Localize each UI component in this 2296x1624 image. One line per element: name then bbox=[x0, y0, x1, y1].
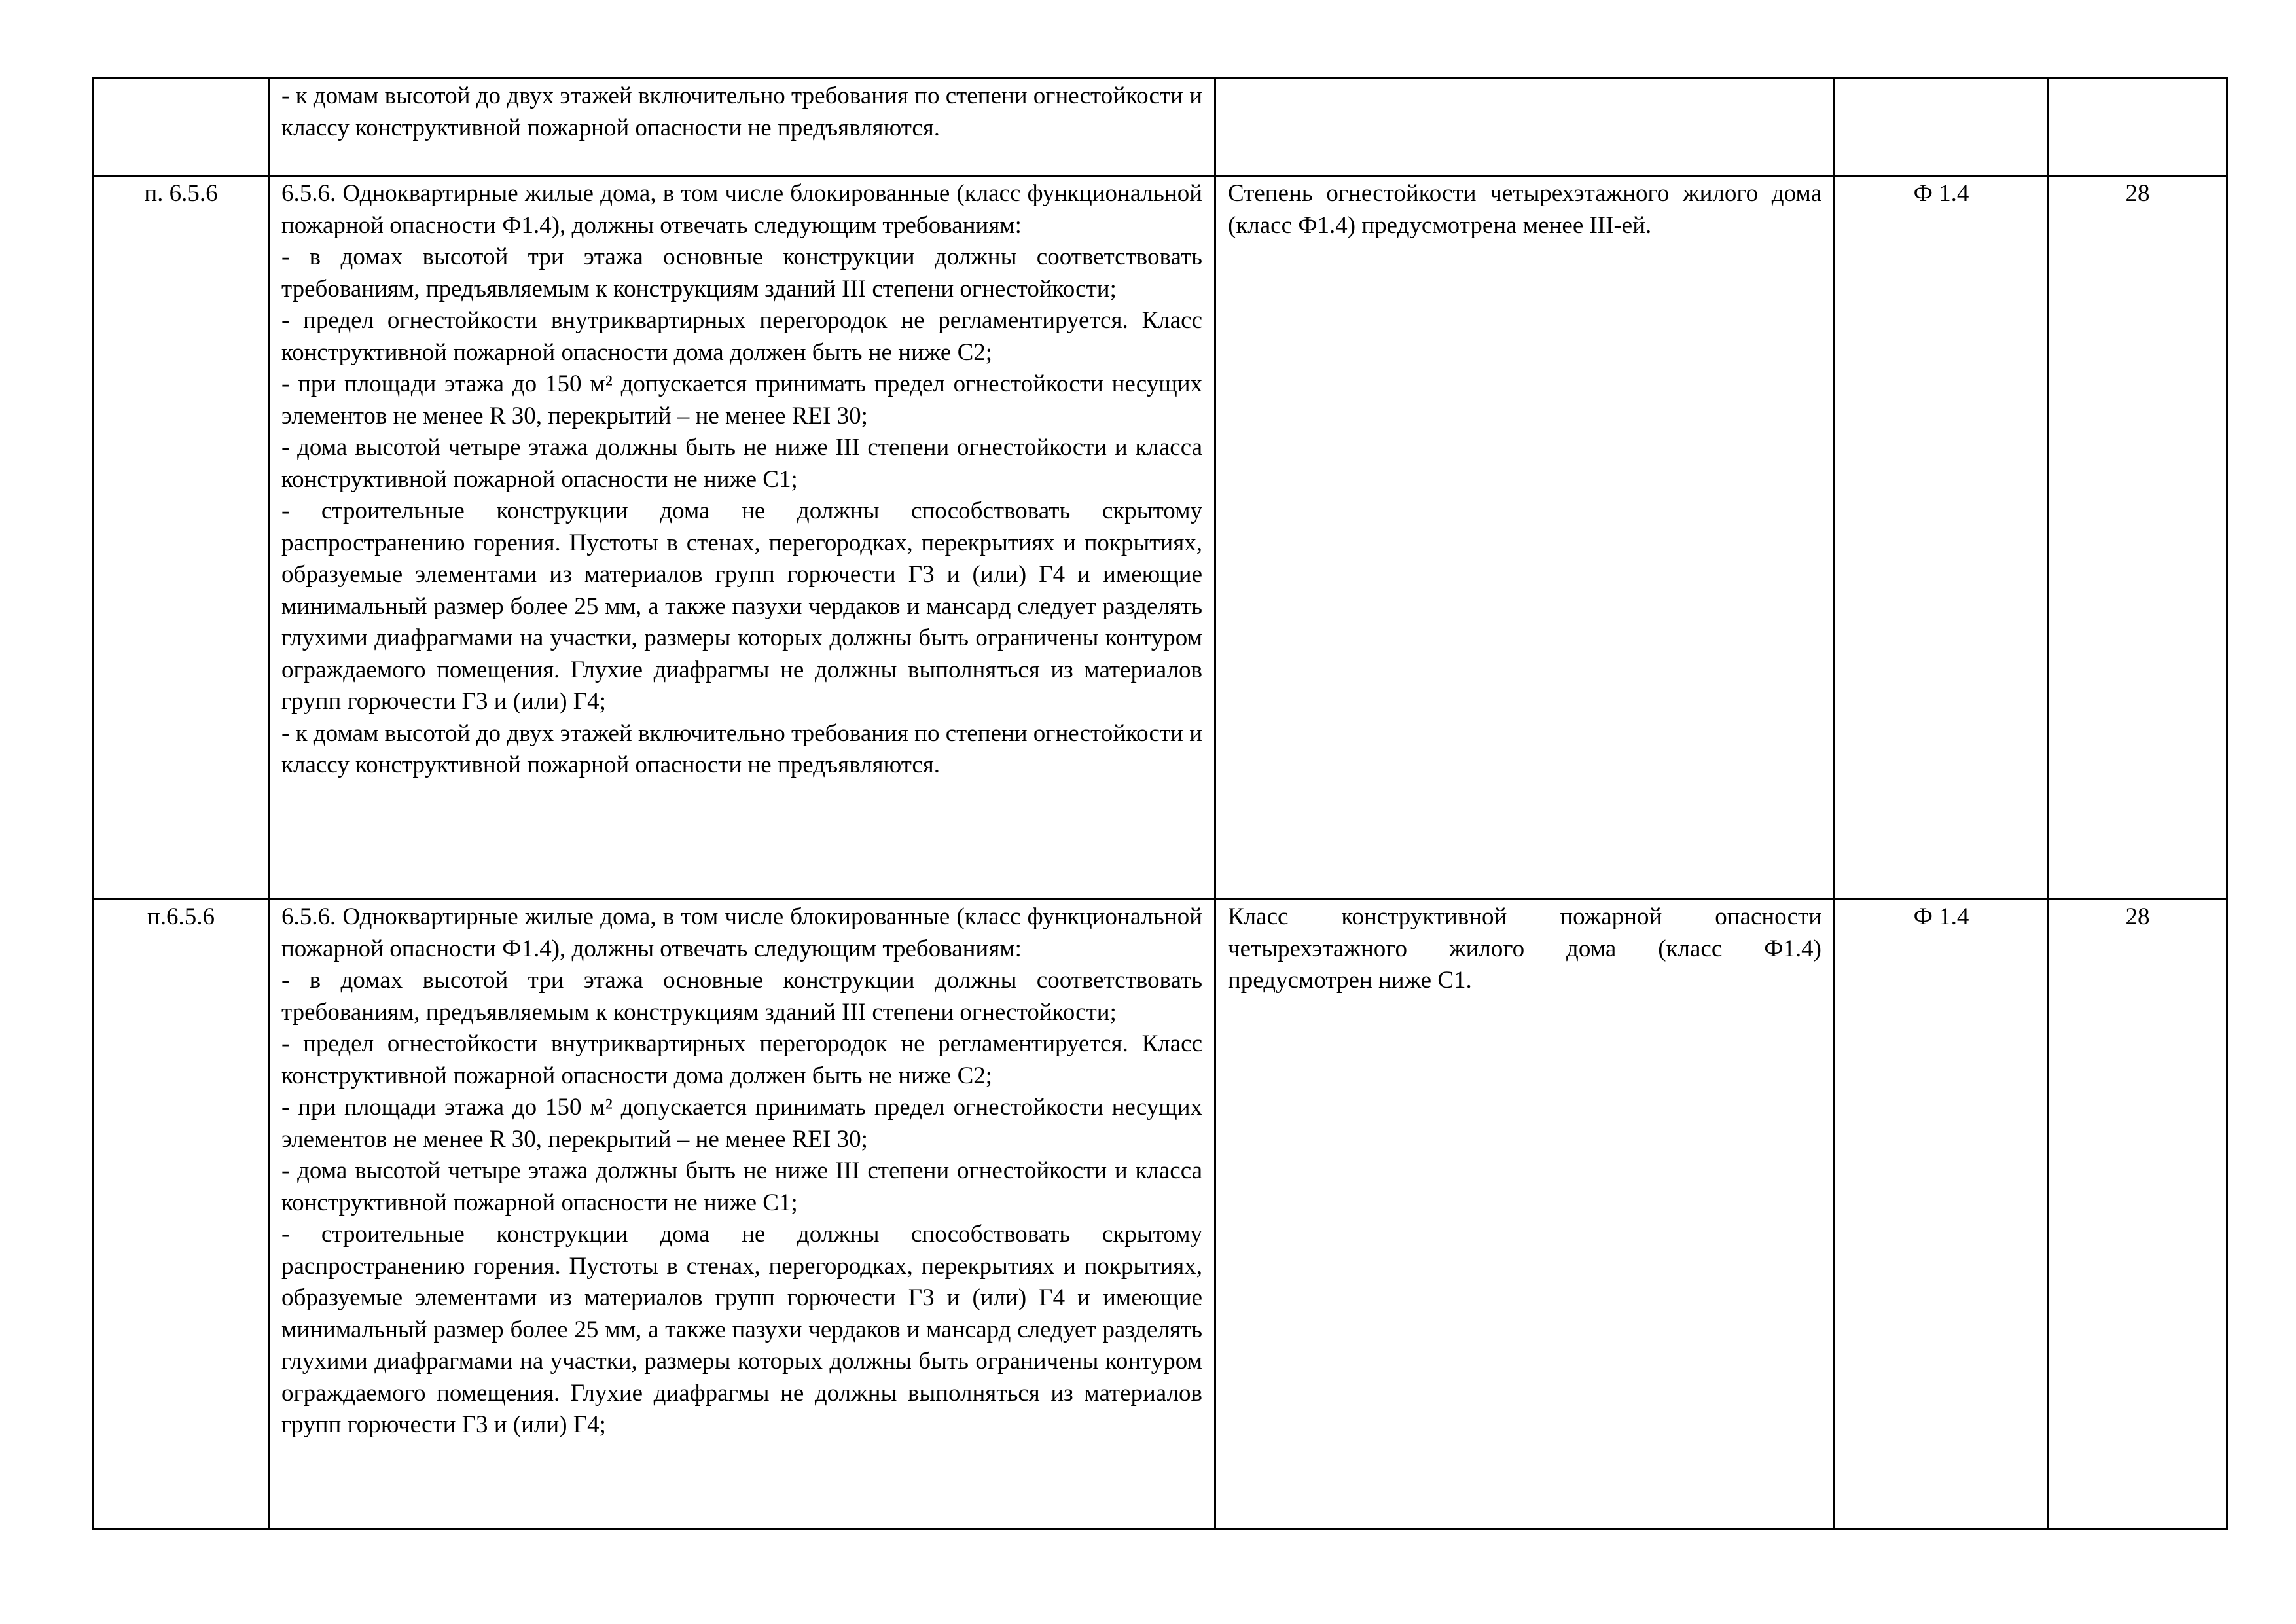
requirement-paragraph: - предел огнестойкости внутриквартирных перегородок не регламентируется. Класс конструктивной пожарной опасности дома должен быть не ниже С2; bbox=[281, 307, 1202, 366]
requirement-paragraph: - строительные конструкции дома не должны способствовать скрытому распространению горения. Пустоты в стенах, перегородках, перекрытиях и покрытиях, образуемые элементами из материалов групп горючести Г3 и (или) Г4 и имеющие минимальный размер более 25 мм, а также пазухи чердаков и мансард следует разделять глухими диафрагмами на участки, размеры которых должны быть ограничены контуром ограждаемого помещения. Глухие диафрагмы не должны выполняться из материалов групп горючести Г3 и (или) Г4; bbox=[281, 1221, 1202, 1438]
violations-table bbox=[92, 77, 2228, 1530]
requirement-paragraph: - к домам высотой до двух этажей включительно требования по степени огнестойкости и классу конструктивной пожарной опасности не предъявляются. bbox=[281, 82, 1202, 141]
violation-description-cell bbox=[1215, 79, 1835, 176]
table-row bbox=[94, 79, 2227, 176]
norm-reference-cell bbox=[94, 79, 269, 176]
requirement-paragraph: - в домах высотой три этажа основные конструкции должны соответствовать требованиям, предъявляемым к конструкциям зданий III степени огнестойкости; bbox=[281, 967, 1202, 1026]
page-number-cell: 28 bbox=[2049, 176, 2227, 899]
table-row bbox=[94, 899, 2227, 1530]
requirement-paragraph: - строительные конструкции дома не должны способствовать скрытому распространению горения. Пустоты в стенах, перегородках, перекрытиях и покрытиях, образуемые элементами из материалов групп горючести Г3 и (или) Г4 и имеющие минимальный размер более 25 мм, а также пазухи чердаков и мансард следует разделять глухими диафрагмами на участки, размеры которых должны быть ограничены контуром ограждаемого помещения. Глухие диафрагмы не должны выполняться из материалов групп горючести Г3 и (или) Г4; bbox=[281, 497, 1202, 715]
fire-hazard-class-cell: Ф 1.4 bbox=[1835, 176, 2049, 899]
requirement-paragraph: - при площади этажа до 150 м² допускается принимать предел огнестойкости несущих элементов не менее R 30, перекрытий – не менее REI 30; bbox=[281, 1094, 1202, 1153]
norm-reference-cell: п.6.5.6 bbox=[94, 899, 269, 1530]
requirement-paragraph: - предел огнестойкости внутриквартирных перегородок не регламентируется. Класс конструктивной пожарной опасности дома должен быть не ниже С2; bbox=[281, 1030, 1202, 1089]
requirement-paragraph: - к домам высотой до двух этажей включительно требования по степени огнестойкости и классу конструктивной пожарной опасности не предъявляются. bbox=[281, 719, 1202, 778]
fire-hazard-class-cell: Ф 1.4 bbox=[1835, 899, 2049, 1530]
requirement-paragraph: 6.5.6. Одноквартирные жилые дома, в том числе блокированные (класс функциональной пожарной опасности Ф1.4), должны отвечать следующим требованиям: bbox=[281, 903, 1202, 962]
requirement-text-cell bbox=[269, 899, 1215, 1530]
requirement-paragraph: - дома высотой четыре этажа должны быть не ниже III степени огнестойкости и класса конструктивной пожарной опасности не ниже С1; bbox=[281, 434, 1202, 493]
requirement-paragraph: - в домах высотой три этажа основные конструкции должны соответствовать требованиям, предъявляемым к конструкциям зданий III степени огнестойкости; bbox=[281, 244, 1202, 302]
page-number-cell bbox=[2049, 79, 2227, 176]
requirement-text-cell bbox=[269, 176, 1215, 899]
norm-reference-cell: п. 6.5.6 bbox=[94, 176, 269, 899]
requirement-paragraph: 6.5.6. Одноквартирные жилые дома, в том числе блокированные (класс функциональной пожарной опасности Ф1.4), должны отвечать следующим требованиям: bbox=[281, 180, 1202, 239]
table-row bbox=[94, 176, 2227, 899]
page-number-cell: 28 bbox=[2049, 899, 2227, 1530]
violation-description-cell: Степень огнестойкости четырехэтажного жилого дома (класс Ф1.4) предусмотрена менее III-ей. bbox=[1215, 176, 1835, 899]
fire-hazard-class-cell bbox=[1835, 79, 2049, 176]
requirement-paragraph: - при площади этажа до 150 м² допускается принимать предел огнестойкости несущих элементов не менее R 30, перекрытий – не менее REI 30; bbox=[281, 370, 1202, 429]
requirement-text-cell bbox=[269, 79, 1215, 176]
requirement-paragraph: - дома высотой четыре этажа должны быть не ниже III степени огнестойкости и класса конструктивной пожарной опасности не ниже С1; bbox=[281, 1157, 1202, 1216]
violation-description-cell: Класс конструктивной пожарной опасности четырехэтажного жилого дома (класс Ф1.4) предусмотрен ниже С1. bbox=[1215, 899, 1835, 1530]
